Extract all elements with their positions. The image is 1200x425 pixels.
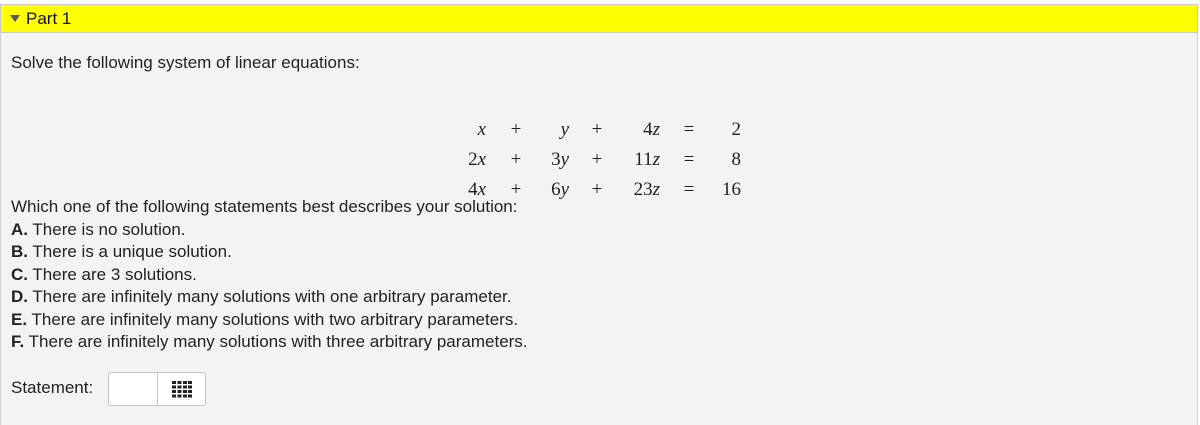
option-text: There are infinitely many solutions with one arbitrary parameter. [28, 287, 512, 306]
equation-term: 3y [551, 149, 569, 170]
option-text: There are infinitely many solutions with two arbitrary parameters. [27, 309, 519, 329]
part-header[interactable] [0, 4, 1198, 33]
equation-rhs: 2 [731, 119, 741, 140]
equation-equals: = [683, 149, 695, 170]
option-letter: C. [11, 264, 28, 284]
question-panel [0, 33, 1198, 425]
statement-input[interactable] [108, 372, 158, 406]
equation-operator: + [591, 119, 603, 140]
equation-term: 11z [634, 149, 660, 170]
equation-operator: + [510, 179, 522, 200]
equation-row [1, 149, 1200, 179]
option-letter: A. [11, 219, 28, 239]
option-letter: F. [11, 332, 25, 351]
equation-operator: + [591, 149, 603, 170]
equation-term: 4z [643, 119, 660, 140]
option-text: There is a unique solution. [28, 242, 232, 261]
equation-equals: = [683, 179, 695, 200]
equation-term: 2x [468, 149, 486, 170]
equation-term: x [477, 119, 486, 140]
equation-rhs: 16 [722, 179, 741, 200]
equation-operator: + [591, 179, 603, 200]
equation-term: 23z [633, 179, 660, 200]
option-text: There are infinitely many solutions with three arbitrary parameters. [24, 332, 528, 351]
question-block [11, 196, 528, 354]
equation-row [1, 119, 1200, 149]
equation-rhs: 8 [731, 149, 741, 170]
equation-term: 6y [551, 179, 569, 200]
option-text: There are 3 solutions. [28, 264, 197, 284]
option-f [11, 331, 528, 354]
option-text: There is no solution. [28, 219, 186, 239]
math-palette-button[interactable] [157, 372, 206, 406]
equation-operator: + [510, 119, 522, 140]
equation-equals: = [683, 119, 695, 140]
option-letter: D. [11, 287, 28, 306]
caret-down-icon[interactable] [10, 15, 20, 22]
question-text: Which one of the following statements best describes your solution: [11, 197, 518, 216]
option-b [11, 241, 528, 264]
option-d [11, 286, 528, 309]
option-c [11, 264, 528, 287]
grid-keypad-icon [171, 380, 193, 398]
part-title: Part 1 [26, 8, 72, 28]
option-e [11, 309, 528, 332]
option-letter: B. [11, 242, 28, 261]
problem-prompt: Solve the following system of linear equations: [11, 53, 360, 72]
equation-term: 4x [468, 179, 486, 200]
equation-term: y [560, 119, 569, 140]
equation-operator: + [510, 149, 522, 170]
option-letter: E. [11, 309, 28, 329]
statement-label: Statement: [11, 378, 94, 397]
option-a [11, 219, 528, 242]
